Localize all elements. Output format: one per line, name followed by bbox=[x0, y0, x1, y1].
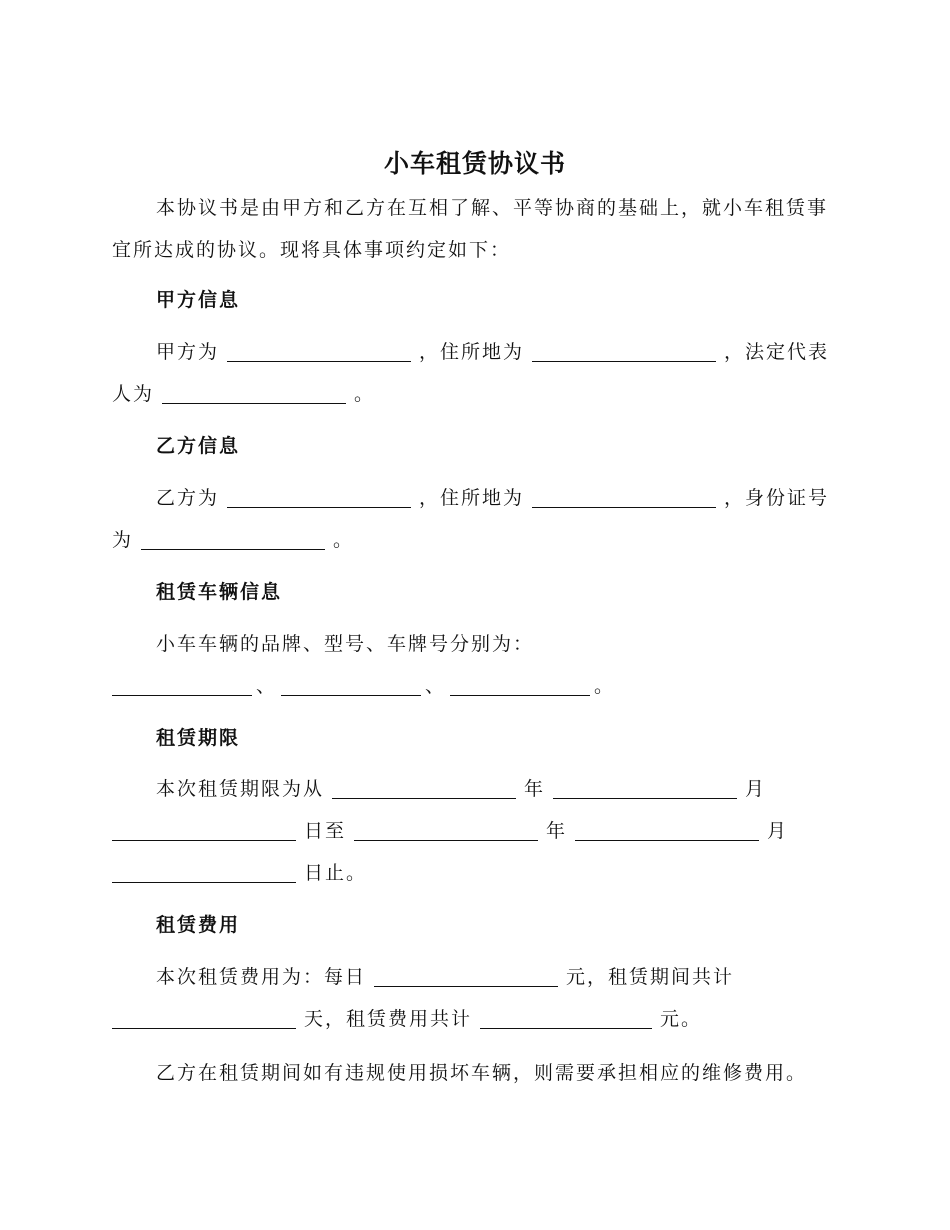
party-b-address-label: ，住所地为 bbox=[419, 487, 525, 509]
term-from-label: 本次租赁期限为从 bbox=[156, 778, 325, 800]
term-month-label-1: 月 bbox=[745, 778, 767, 800]
party-a-rep-blank[interactable] bbox=[162, 381, 346, 404]
party-b-name-blank[interactable] bbox=[227, 485, 411, 508]
fees-days-label: 元，租赁期间共计 bbox=[566, 966, 735, 988]
vehicle-heading: 租赁车辆信息 bbox=[156, 581, 283, 603]
party-b-id-label: ，身份证号为 bbox=[112, 487, 830, 551]
vehicle-text: 小车车辆的品牌、型号、车牌号分别为： bbox=[156, 633, 535, 655]
fees-paragraph bbox=[112, 956, 830, 1040]
damage-paragraph: 乙方在租赁期间如有违规使用损坏车辆，则需要承担相应的维修费用。 bbox=[156, 1062, 808, 1084]
term-row-2 bbox=[68, 810, 788, 852]
party-b-name-label: 乙方为 bbox=[156, 487, 220, 509]
term-year-label-2: 年 bbox=[546, 820, 568, 842]
fees-total-label: 天，租赁费用共计 bbox=[304, 1008, 473, 1030]
intro-paragraph: 本协议书是由甲方和乙方在互相了解、平等协商的基础上，就小车租赁事宜所达成的协议。现将具体事项约定如下： bbox=[112, 197, 829, 261]
party-b-heading: 乙方信息 bbox=[156, 435, 241, 457]
term-day-to-label: 日至 bbox=[304, 820, 347, 842]
fees-days-blank[interactable] bbox=[112, 1006, 296, 1029]
party-a-rep-label: ，法定代表人为 bbox=[112, 341, 830, 405]
vehicle-paragraph bbox=[112, 623, 830, 707]
fees-row-2 bbox=[68, 998, 702, 1040]
term-start-day-blank[interactable] bbox=[112, 818, 296, 841]
vehicle-blanks-row bbox=[68, 665, 615, 707]
party-a-address-label: ，住所地为 bbox=[419, 341, 525, 363]
term-end-year-blank[interactable] bbox=[354, 818, 538, 841]
fees-total-blank[interactable] bbox=[480, 1006, 652, 1029]
term-month-label-2: 月 bbox=[767, 820, 789, 842]
term-row-3 bbox=[68, 852, 367, 894]
vehicle-end: 。 bbox=[594, 675, 616, 697]
party-b-id-blank[interactable] bbox=[141, 527, 325, 550]
vehicle-sep-2: 、 bbox=[425, 675, 447, 697]
party-b-address-blank[interactable] bbox=[532, 485, 716, 508]
party-a-paragraph bbox=[112, 331, 830, 415]
vehicle-brand-blank[interactable] bbox=[112, 673, 252, 696]
term-year-label-1: 年 bbox=[524, 778, 546, 800]
party-b-paragraph bbox=[112, 477, 830, 561]
party-a-end: 。 bbox=[354, 383, 376, 405]
term-end-day-blank[interactable] bbox=[112, 860, 296, 883]
fees-daily-blank[interactable] bbox=[374, 964, 558, 987]
party-a-name-blank[interactable] bbox=[227, 339, 411, 362]
party-b-end: 。 bbox=[333, 529, 355, 551]
party-a-name-label: 甲方为 bbox=[156, 341, 220, 363]
party-a-heading: 甲方信息 bbox=[156, 289, 241, 311]
term-start-year-blank[interactable] bbox=[332, 776, 516, 799]
fees-heading: 租赁费用 bbox=[156, 914, 241, 936]
document-title: 小车租赁协议书 bbox=[383, 149, 566, 178]
fees-end: 元。 bbox=[660, 1008, 703, 1030]
term-day-end-label: 日止。 bbox=[304, 862, 368, 884]
term-start-month-blank[interactable] bbox=[553, 776, 737, 799]
fees-daily-label: 本次租赁费用为：每日 bbox=[156, 966, 367, 988]
vehicle-model-blank[interactable] bbox=[281, 673, 421, 696]
vehicle-plate-blank[interactable] bbox=[450, 673, 590, 696]
term-end-month-blank[interactable] bbox=[575, 818, 759, 841]
vehicle-sep-1: 、 bbox=[256, 675, 278, 697]
term-paragraph bbox=[112, 768, 830, 894]
term-heading: 租赁期限 bbox=[156, 727, 241, 749]
party-a-address-blank[interactable] bbox=[532, 339, 716, 362]
